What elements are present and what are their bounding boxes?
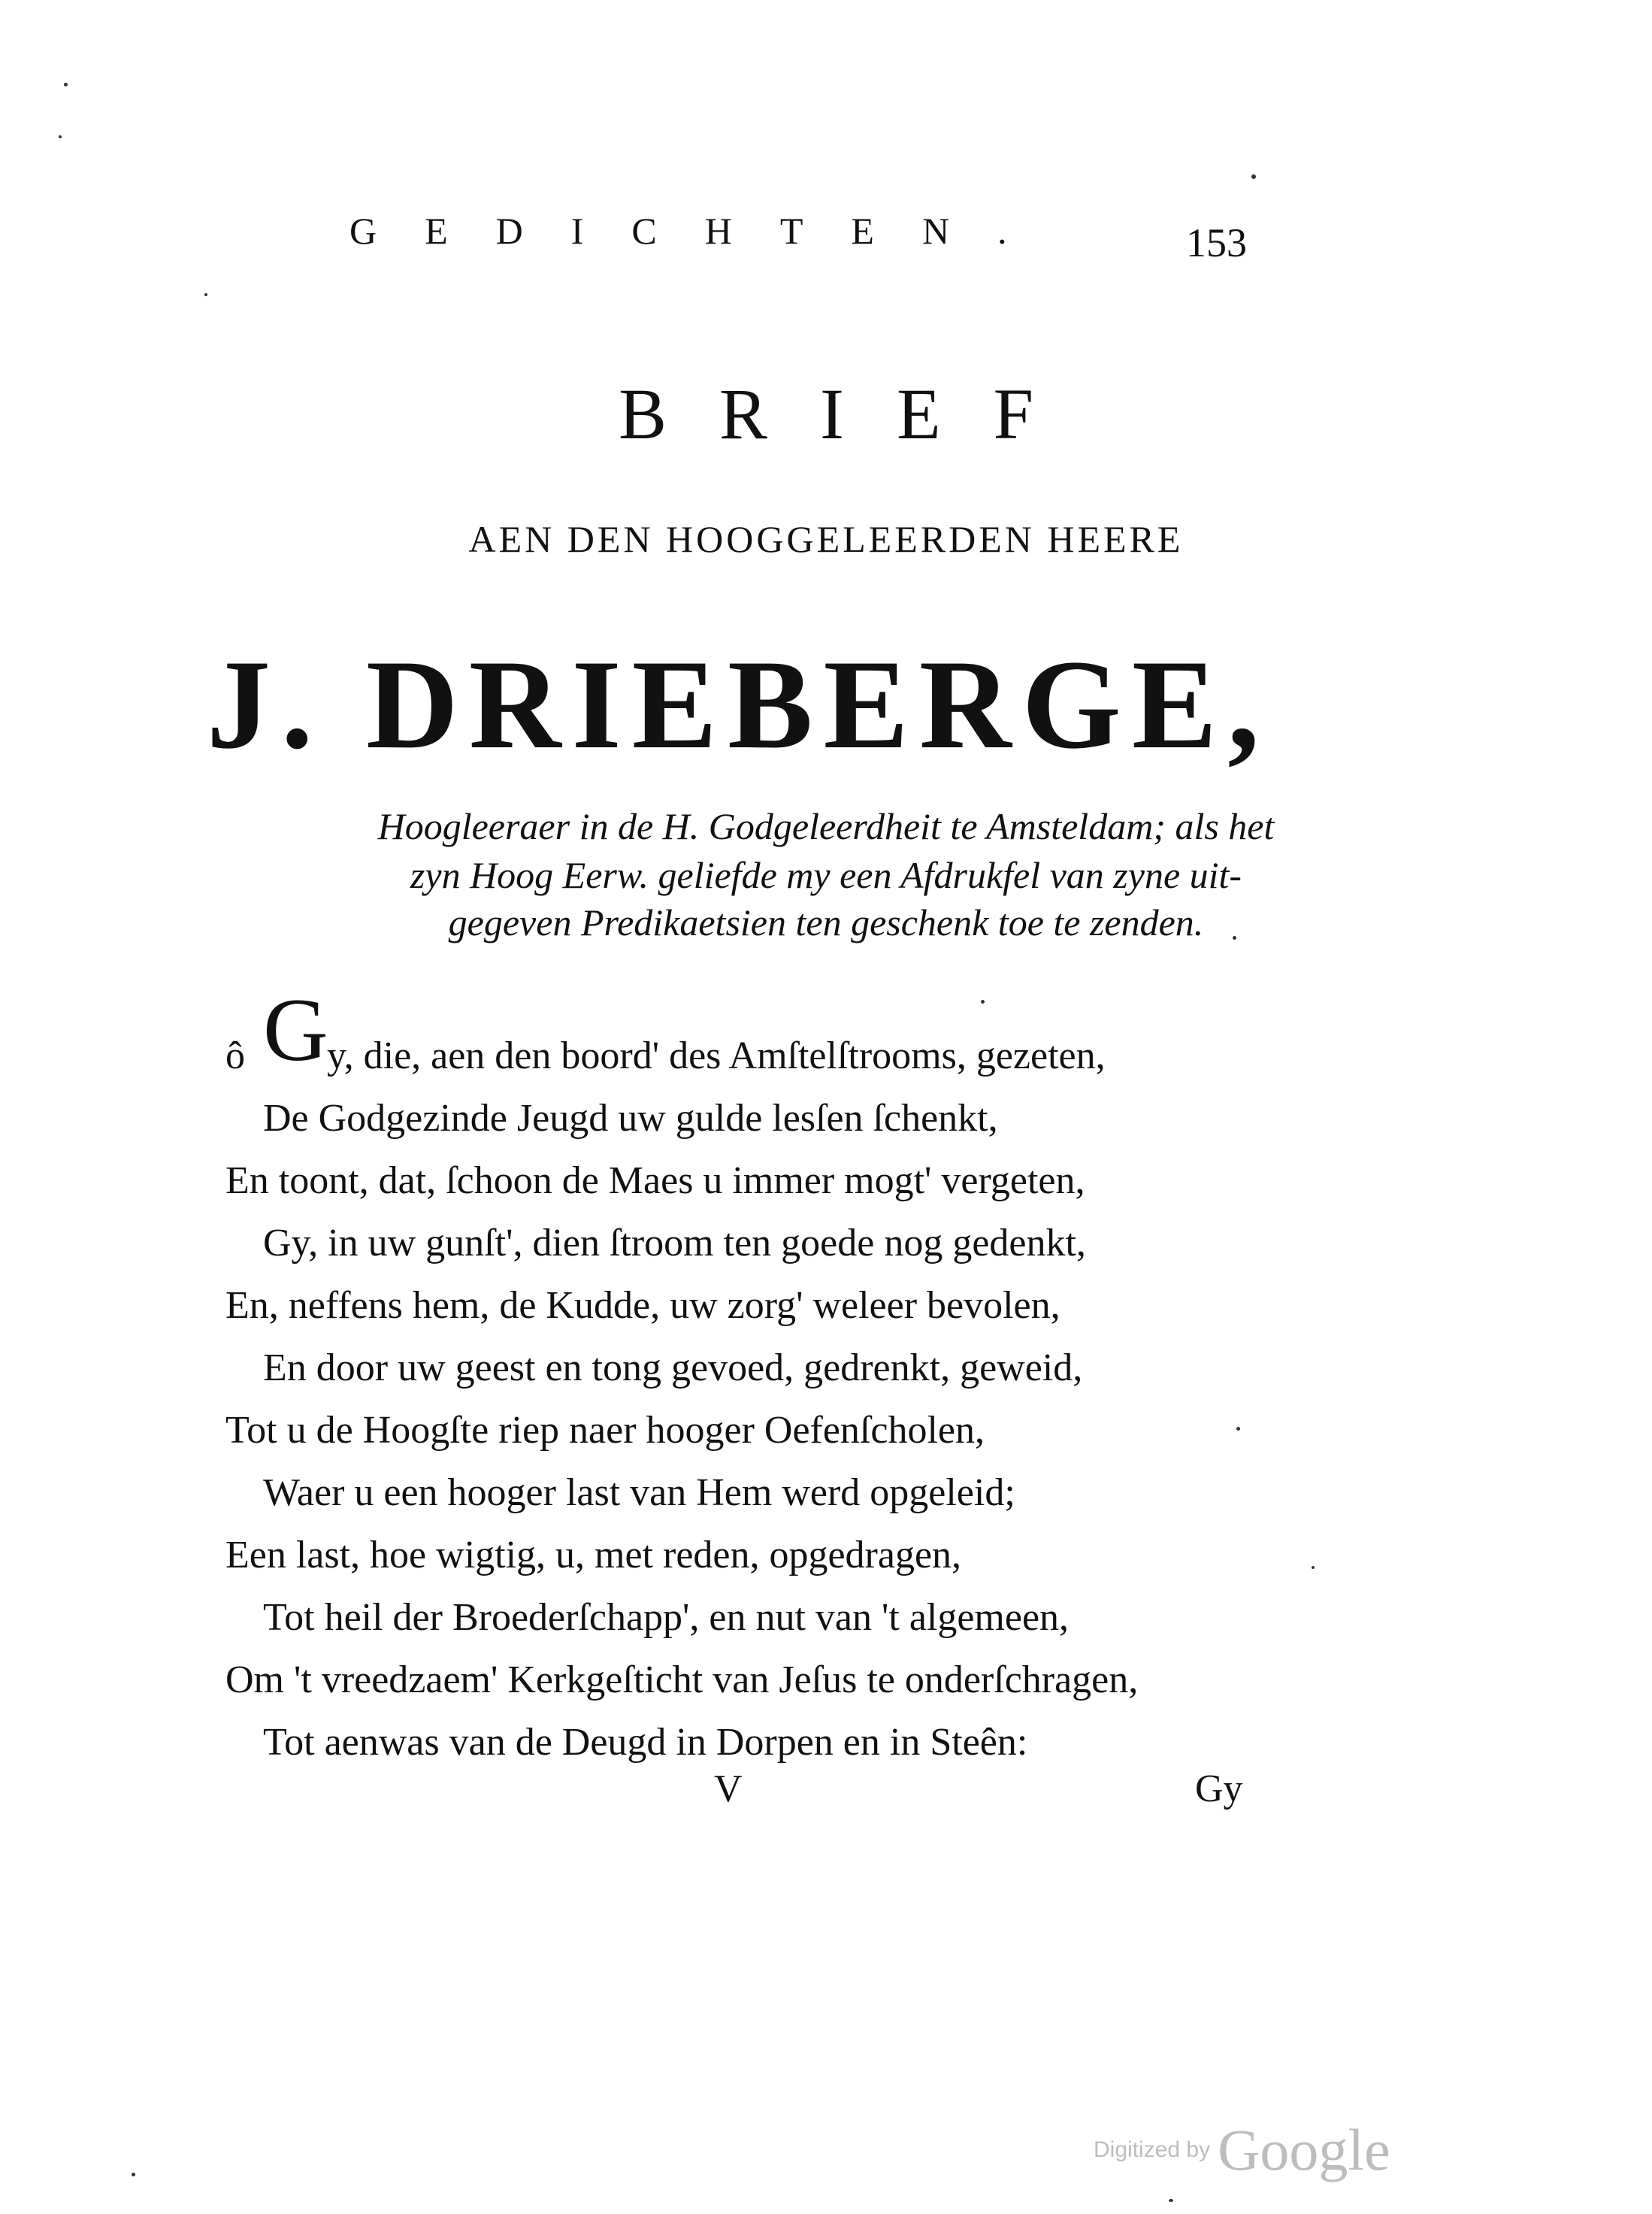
addressee-name: J. DRIEBERGE, [207,634,1270,775]
verse-line: Tot aenwas van de Deugd in Dorpen en in Steên: [263,1721,1028,1764]
scan-speck [1236,1427,1240,1431]
verse-line: En door uw geest en tong gevoed, gedrenkt, geweid, [263,1346,1083,1389]
scan-speck [1312,1566,1315,1569]
verse-line: Een last, hoe wigtig, u, met reden, opgedragen, [225,1534,962,1576]
dedication-line: zyn Hoog Eerw. geliefde my een Afdrukfel van zyne uit- [410,854,1242,896]
scan-speck [204,293,207,296]
scan-speck [64,83,68,86]
scan-speck [981,1000,985,1004]
verse-line: Om 't vreedzaem' Kerkgeſticht van Jeſus te onderſchragen, [225,1658,1139,1701]
digitization-watermark [1094,2116,1390,2184]
verse-line: y, die, aen den boord' des Amſtelſtrooms, gezeten, [327,1034,1106,1077]
verse-line: En, neffens hem, de Kudde, uw zorg' weleer bevolen, [225,1284,1060,1327]
scan-speck [1233,936,1236,940]
verse-line: Tot heil der Broederſchapp', en nut van 't algemeen, [263,1596,1070,1639]
addressee-line: AEN DEN HOOGGELEERDEN HEERE [468,518,1184,560]
dedication-line: Hoogleeraer in de H. Godgeleerdheit te Amsteldam; als het [377,805,1275,847]
scan-speck [132,2173,135,2176]
verse-line: Waer u een hooger last van Hem werd opgeleid; [263,1471,1015,1514]
page-title: BRIEF [618,374,1087,454]
page-number: 153 [1186,220,1247,265]
initial-prefix: ô [225,1034,245,1077]
running-title: GEDICHTEN. [349,210,1055,252]
verse-line: En toont, dat, ſchoon de Maes u immer mogt' vergeten, [225,1159,1085,1202]
verse-line: Tot u de Hoogſte riep naer hooger Oefenſcholen, [225,1409,985,1452]
verse-line: De Godgezinde Jeugd uw gulde lesſen ſchenkt, [263,1097,998,1140]
signature-mark: V [714,1767,743,1810]
google-logo: Google [1218,2117,1390,2182]
scan-speck [1251,174,1256,179]
drop-cap: G [263,980,328,1080]
scan-speck [1169,2199,1173,2202]
watermark-prefix: Digitized by [1094,2137,1211,2162]
verse-line: Gy, in uw gunſt', dien ſtroom ten goede nog gedenkt, [263,1222,1086,1264]
scan-speck [59,135,62,138]
dedication-line: gegeven Predikaetsien ten geschenk toe te zenden. [448,901,1204,943]
catchword: Gy [1195,1767,1243,1810]
